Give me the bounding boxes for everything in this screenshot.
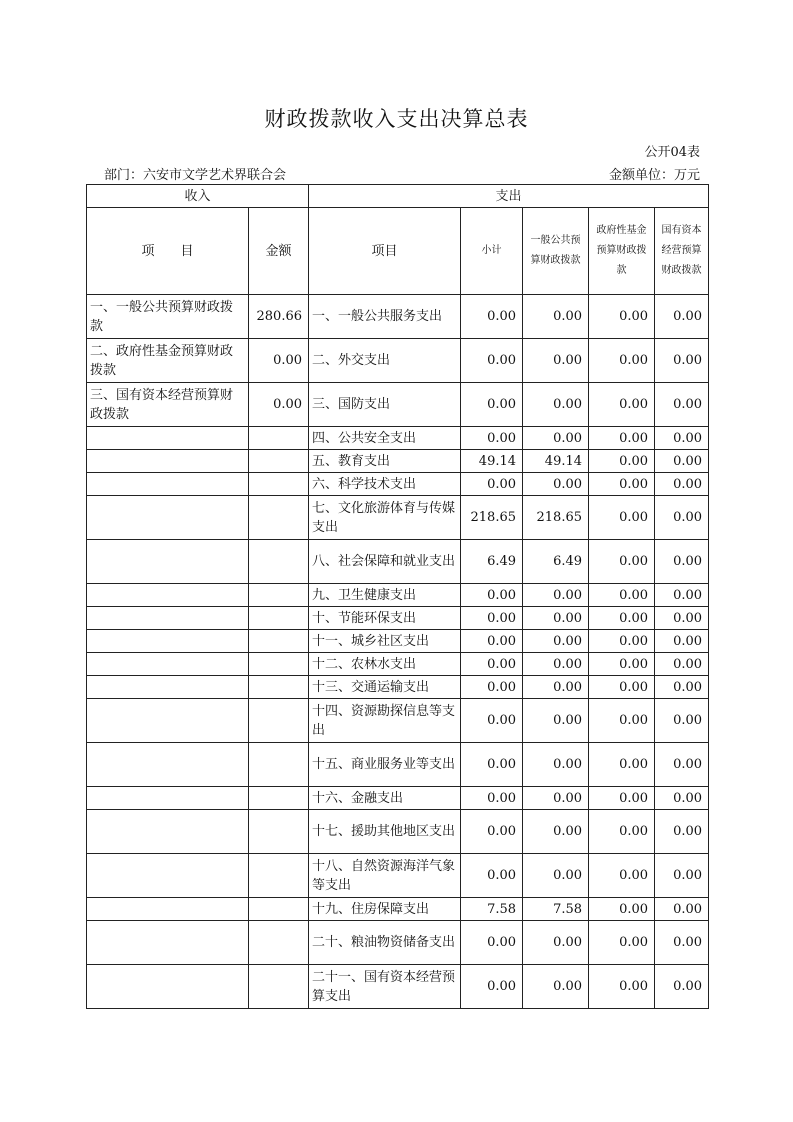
- form-number: 公开04表: [644, 145, 700, 160]
- income-amount-cell: [249, 450, 309, 473]
- gov-fund-cell: 0.00: [589, 540, 655, 584]
- income-item-cell: [87, 630, 249, 653]
- exp-item-cell: 二十一、国有资本经营预算支出: [309, 965, 461, 1009]
- table-row: [87, 339, 709, 383]
- table-row: [87, 921, 709, 965]
- subtotal-cell: 0.00: [461, 584, 523, 607]
- exp-item-cell: 十二、农林水支出: [309, 653, 461, 676]
- gov-fund-cell: 0.00: [589, 898, 655, 921]
- state-capital-cell: 0.00: [655, 965, 709, 1009]
- state-capital-cell: 0.00: [655, 743, 709, 787]
- income-amount-cell: [249, 699, 309, 743]
- general-budget-cell: 0.00: [523, 787, 589, 810]
- income-amount-cell: [249, 496, 309, 540]
- exp-item-cell: 五、教育支出: [309, 450, 461, 473]
- state-capital-cell: 0.00: [655, 295, 709, 339]
- exp-item-header: 项目: [309, 208, 461, 295]
- income-amount-cell: [249, 965, 309, 1009]
- expenditure-header: 支出: [309, 185, 709, 208]
- subtotal-cell: 218.65: [461, 496, 523, 540]
- gov-fund-header: 政府性基金预算财政拨款: [589, 208, 655, 295]
- table-row: [87, 450, 709, 473]
- income-amount-cell: 0.00: [249, 383, 309, 427]
- income-amount-header: 金额: [249, 208, 309, 295]
- income-amount-cell: 280.66: [249, 295, 309, 339]
- income-item-cell: [87, 676, 249, 699]
- income-amount-cell: [249, 898, 309, 921]
- general-budget-cell: 0.00: [523, 854, 589, 898]
- subtotal-cell: 49.14: [461, 450, 523, 473]
- exp-item-cell: 九、卫生健康支出: [309, 584, 461, 607]
- table-row: [87, 630, 709, 653]
- subtotal-cell: 0.00: [461, 676, 523, 699]
- income-amount-cell: [249, 854, 309, 898]
- general-budget-cell: 0.00: [523, 921, 589, 965]
- income-item-cell: [87, 810, 249, 854]
- income-amount-cell: [249, 584, 309, 607]
- income-item-cell: [87, 898, 249, 921]
- exp-item-cell: 十七、援助其他地区支出: [309, 810, 461, 854]
- exp-item-cell: 二十、粮油物资储备支出: [309, 921, 461, 965]
- exp-item-cell: 十一、城乡社区支出: [309, 630, 461, 653]
- income-item-cell: [87, 921, 249, 965]
- income-amount-cell: [249, 653, 309, 676]
- exp-item-cell: 七、文化旅游体育与传媒支出: [309, 496, 461, 540]
- state-capital-cell: 0.00: [655, 496, 709, 540]
- gov-fund-cell: 0.00: [589, 339, 655, 383]
- income-item-cell: [87, 427, 249, 450]
- subtotal-cell: 0.00: [461, 653, 523, 676]
- gov-fund-cell: 0.00: [589, 653, 655, 676]
- general-budget-cell: 0.00: [523, 653, 589, 676]
- table-row: [87, 965, 709, 1009]
- gov-fund-cell: 0.00: [589, 699, 655, 743]
- gov-fund-cell: 0.00: [589, 383, 655, 427]
- state-capital-cell: 0.00: [655, 607, 709, 630]
- subtotal-cell: 0.00: [461, 921, 523, 965]
- income-item-header: 项 目: [87, 208, 249, 295]
- general-budget-cell: 218.65: [523, 496, 589, 540]
- page-title: 财政拨款收入支出决算总表: [264, 107, 529, 131]
- general-budget-cell: 0.00: [523, 743, 589, 787]
- exp-item-cell: 二、外交支出: [309, 339, 461, 383]
- general-budget-cell: 0.00: [523, 607, 589, 630]
- budget-table: [86, 184, 709, 1009]
- state-capital-cell: 0.00: [655, 383, 709, 427]
- table-row: [87, 787, 709, 810]
- state-capital-cell: 0.00: [655, 653, 709, 676]
- exp-item-cell: 一、一般公共服务支出: [309, 295, 461, 339]
- income-amount-cell: 0.00: [249, 339, 309, 383]
- table-row: [87, 898, 709, 921]
- table-row: [87, 676, 709, 699]
- income-amount-cell: [249, 473, 309, 496]
- exp-item-cell: 十九、住房保障支出: [309, 898, 461, 921]
- gov-fund-cell: 0.00: [589, 921, 655, 965]
- exp-item-cell: 十八、自然资源海洋气象等支出: [309, 854, 461, 898]
- subtotal-cell: 0.00: [461, 383, 523, 427]
- income-item-cell: [87, 584, 249, 607]
- general-budget-cell: 0.00: [523, 630, 589, 653]
- income-amount-cell: [249, 921, 309, 965]
- gov-fund-cell: 0.00: [589, 473, 655, 496]
- subtotal-cell: 0.00: [461, 810, 523, 854]
- general-budget-cell: 0.00: [523, 473, 589, 496]
- general-budget-cell: 0.00: [523, 676, 589, 699]
- exp-item-cell: 六、科学技术支出: [309, 473, 461, 496]
- state-capital-cell: 0.00: [655, 339, 709, 383]
- subtotal-header: 小计: [461, 208, 523, 295]
- subtotal-cell: 0.00: [461, 473, 523, 496]
- table-row: [87, 810, 709, 854]
- general-budget-cell: 0.00: [523, 584, 589, 607]
- gov-fund-cell: 0.00: [589, 450, 655, 473]
- table-row: [87, 854, 709, 898]
- general-budget-cell: 0.00: [523, 339, 589, 383]
- income-item-cell: 一、一般公共预算财政拨款: [87, 295, 249, 339]
- subtotal-cell: 6.49: [461, 540, 523, 584]
- exp-item-cell: 八、社会保障和就业支出: [309, 540, 461, 584]
- subtotal-cell: 0.00: [461, 854, 523, 898]
- income-item-cell: [87, 854, 249, 898]
- gov-fund-cell: 0.00: [589, 295, 655, 339]
- subtotal-cell: 0.00: [461, 607, 523, 630]
- exp-item-cell: 十四、资源勘探信息等支出: [309, 699, 461, 743]
- subtotal-cell: 0.00: [461, 295, 523, 339]
- table-row: [87, 653, 709, 676]
- income-amount-cell: [249, 810, 309, 854]
- subtotal-cell: 0.00: [461, 427, 523, 450]
- subtotal-cell: 0.00: [461, 630, 523, 653]
- exp-item-cell: 四、公共安全支出: [309, 427, 461, 450]
- table-row: [87, 540, 709, 584]
- state-capital-cell: 0.00: [655, 540, 709, 584]
- income-amount-cell: [249, 427, 309, 450]
- subtotal-cell: 0.00: [461, 699, 523, 743]
- gov-fund-cell: 0.00: [589, 854, 655, 898]
- general-budget-cell: 0.00: [523, 427, 589, 450]
- state-capital-cell: 0.00: [655, 473, 709, 496]
- table-row: [87, 295, 709, 339]
- subtotal-cell: 0.00: [461, 965, 523, 1009]
- state-capital-cell: 0.00: [655, 584, 709, 607]
- income-item-cell: 三、国有资本经营预算财政拨款: [87, 383, 249, 427]
- income-amount-cell: [249, 540, 309, 584]
- general-budget-cell: 0.00: [523, 965, 589, 1009]
- income-amount-cell: [249, 630, 309, 653]
- state-capital-cell: 0.00: [655, 787, 709, 810]
- income-item-cell: [87, 653, 249, 676]
- gov-fund-cell: 0.00: [589, 965, 655, 1009]
- gov-fund-cell: 0.00: [589, 743, 655, 787]
- state-capital-cell: 0.00: [655, 898, 709, 921]
- state-capital-cell: 0.00: [655, 427, 709, 450]
- gov-fund-cell: 0.00: [589, 810, 655, 854]
- state-capital-cell: 0.00: [655, 921, 709, 965]
- income-item-cell: [87, 540, 249, 584]
- gov-fund-cell: 0.00: [589, 584, 655, 607]
- state-capital-cell: 0.00: [655, 699, 709, 743]
- subtotal-cell: 7.58: [461, 898, 523, 921]
- subtotal-cell: 0.00: [461, 339, 523, 383]
- table-row: [87, 427, 709, 450]
- income-item-cell: [87, 965, 249, 1009]
- income-amount-cell: [249, 743, 309, 787]
- income-item-cell: [87, 607, 249, 630]
- general-budget-cell: 0.00: [523, 699, 589, 743]
- income-item-cell: [87, 743, 249, 787]
- income-item-cell: [87, 473, 249, 496]
- income-item-cell: [87, 787, 249, 810]
- income-amount-cell: [249, 676, 309, 699]
- gov-fund-cell: 0.00: [589, 607, 655, 630]
- exp-item-cell: 十、节能环保支出: [309, 607, 461, 630]
- subtotal-cell: 0.00: [461, 787, 523, 810]
- income-amount-cell: [249, 607, 309, 630]
- gov-fund-cell: 0.00: [589, 630, 655, 653]
- exp-item-cell: 十六、金融支出: [309, 787, 461, 810]
- exp-item-cell: 三、国防支出: [309, 383, 461, 427]
- table-row: [87, 607, 709, 630]
- table-row: [87, 473, 709, 496]
- general-budget-cell: 0.00: [523, 295, 589, 339]
- gov-fund-cell: 0.00: [589, 496, 655, 540]
- general-budget-cell: 0.00: [523, 383, 589, 427]
- subtotal-cell: 0.00: [461, 743, 523, 787]
- table-row: [87, 699, 709, 743]
- state-capital-cell: 0.00: [655, 810, 709, 854]
- table-row: [87, 496, 709, 540]
- income-header: 收入: [87, 185, 309, 208]
- exp-item-cell: 十五、商业服务业等支出: [309, 743, 461, 787]
- general-budget-cell: 6.49: [523, 540, 589, 584]
- table-row: [87, 743, 709, 787]
- gov-fund-cell: 0.00: [589, 676, 655, 699]
- income-amount-cell: [249, 787, 309, 810]
- gov-fund-cell: 0.00: [589, 427, 655, 450]
- general-budget-cell: 0.00: [523, 810, 589, 854]
- state-capital-cell: 0.00: [655, 630, 709, 653]
- table-row: [87, 584, 709, 607]
- state-capital-cell: 0.00: [655, 676, 709, 699]
- general-budget-header: 一般公共预算财政拨款: [523, 208, 589, 295]
- gov-fund-cell: 0.00: [589, 787, 655, 810]
- state-capital-cell: 0.00: [655, 450, 709, 473]
- income-item-cell: [87, 699, 249, 743]
- table-row: [87, 383, 709, 427]
- income-item-cell: [87, 450, 249, 473]
- general-budget-cell: 49.14: [523, 450, 589, 473]
- general-budget-cell: 7.58: [523, 898, 589, 921]
- state-capital-header: 国有资本经营预算财政拨款: [655, 208, 709, 295]
- state-capital-cell: 0.00: [655, 854, 709, 898]
- exp-item-cell: 十三、交通运输支出: [309, 676, 461, 699]
- income-item-cell: 二、政府性基金预算财政拨款: [87, 339, 249, 383]
- income-item-cell: [87, 496, 249, 540]
- department-label: 部门：六安市文学艺术界联合会: [104, 168, 287, 183]
- unit-label: 金额单位：万元: [608, 168, 700, 183]
